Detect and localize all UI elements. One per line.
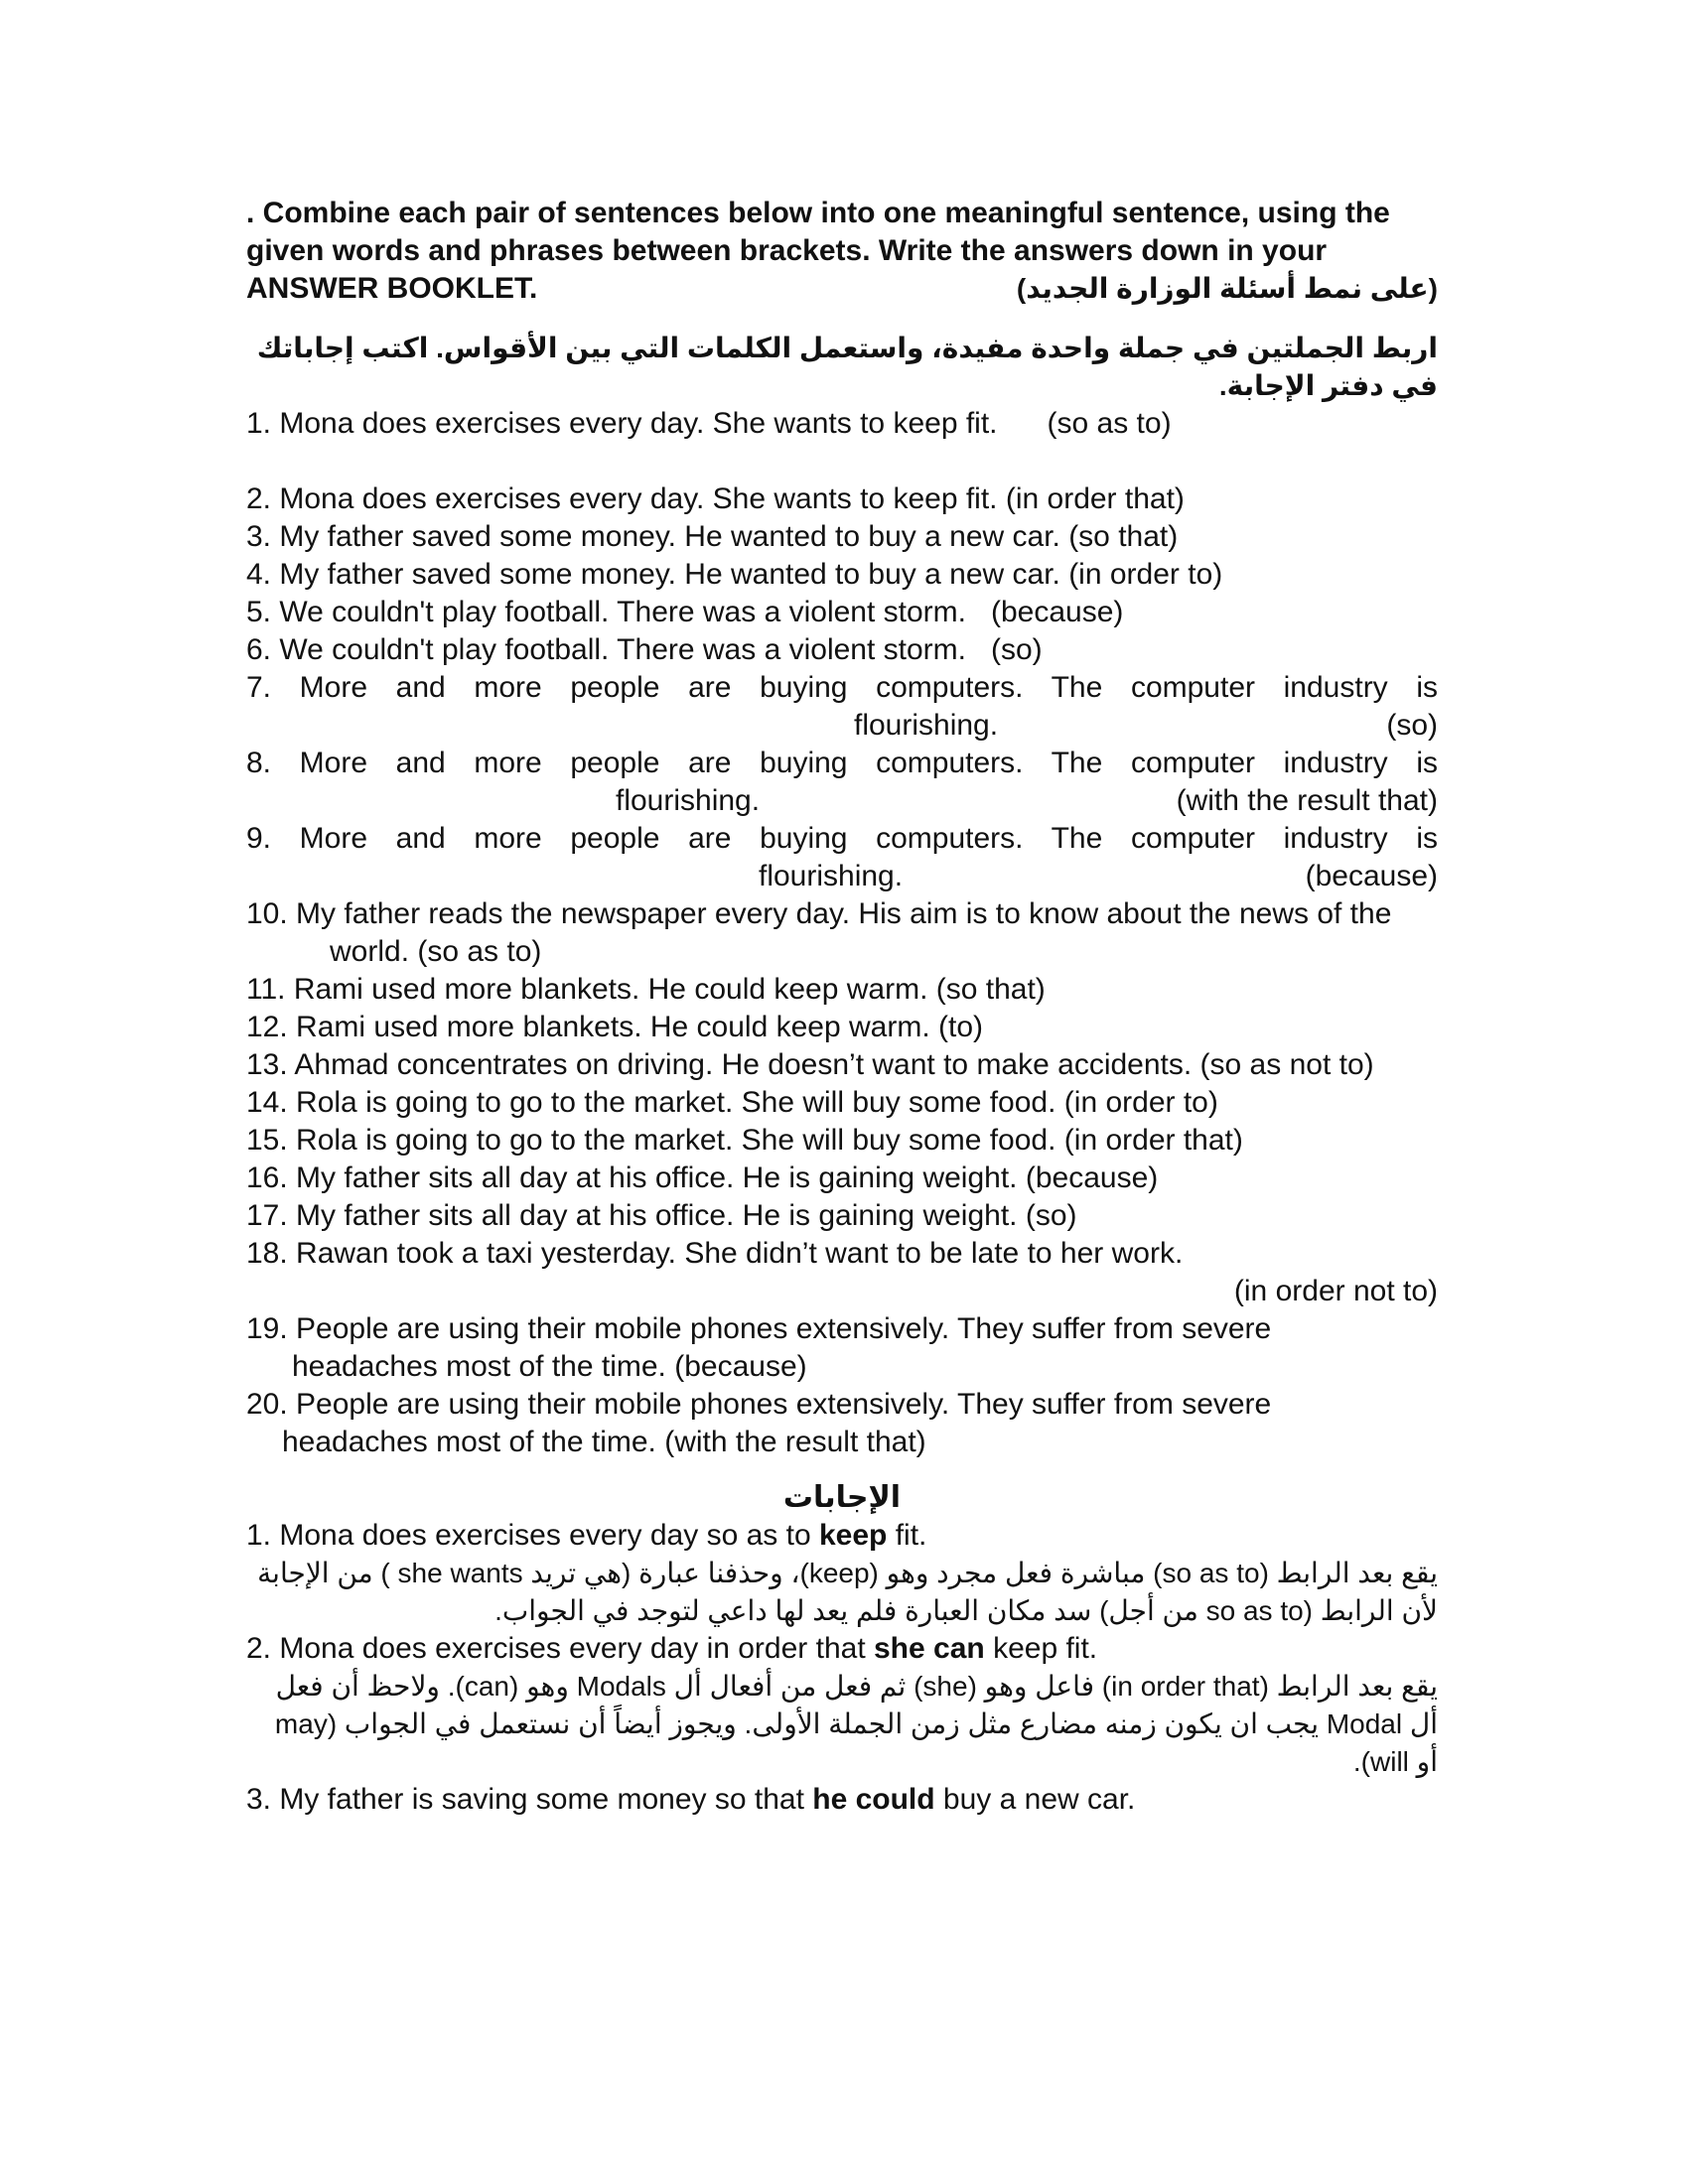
answer-1 [246,1517,1438,1555]
question-6: 6. We couldn't play football. There was a violent storm. (so) [246,633,1043,666]
question-10-line-1: 10. My father reads the newspaper every day. His aim is to know about the news of the [246,897,1392,930]
answer-1-bold: keep [818,1519,888,1552]
question-7-connector: (so) [1386,709,1438,742]
answer-3 [246,1781,1438,1819]
question-18-line-1: 18. Rawan took a taxi yesterday. She didn’t want to be late to her work. [246,1237,1184,1270]
question-5: 5. We couldn't play football. There was a violent storm. (because) [246,596,1124,628]
answer-2-bold: she can [874,1632,985,1665]
answer-2 [246,1630,1438,1668]
question-20-line-2: headaches most of the time. (with the result that) [282,1426,926,1458]
question-19-line-2: headaches most of the time. (because) [292,1350,807,1383]
question-13: 13. Ahmad concentrates on driving. He doesn’t want to make accidents. (so as not to) [246,1048,1374,1081]
answer-3-text: 3. My father is saving some money so that [246,1783,813,1816]
question-2: 2. Mona does exercises every day. She wants to keep fit. (in order that) [246,482,1185,515]
question-14: 14. Rola is going to go to the market. She will buy some food. (in order to) [246,1086,1218,1119]
question-8-text: flourishing. [616,784,761,817]
answer-booklet-label: ANSWER BOOKLET. [246,272,538,305]
question-10-line-2: world. (so as to) [330,935,542,968]
answer-3-end: buy a new car. [934,1783,1136,1816]
question-11: 11. Rami used more blankets. He could keep warm. (so that) [246,973,1046,1006]
question-12: 12. Rami used more blankets. He could keep warm. (to) [246,1011,983,1043]
question-18-line-2: (in order not to) [1233,1275,1438,1307]
question-1: 1. Mona does exercises every day. She wants to keep fit. (so as to) [246,407,1172,440]
answer-booklet-row [246,270,1438,308]
answer-3-bold: he could [812,1783,935,1816]
answer-1-end: fit. [887,1519,927,1552]
answer-1-text: 1. Mona does exercises every day so as to [246,1519,819,1552]
question-9-line-1: 9. More and more people are buying computers. The computer industry is [246,822,1438,855]
worksheet-page [246,195,1438,1819]
question-7-line-1: 7. More and more people are buying computers. The computer industry is [246,671,1438,704]
answer-1-explanation: يقع بعد الرابط (so as to) مباشرة فعل مجرد وهو (keep)، وحذفنا عبارة (هي تريد she wants ) من الإجابة لأن الرابط (so as to من أجل) سد مكان العبارة فلم يعد لها داعي لتوجد في الجواب. [257,1558,1438,1626]
question-9-text: flourishing. [759,860,904,892]
question-8-connector: (with the result that) [1176,784,1438,817]
question-9-connector: (because) [1305,860,1438,892]
question-9-line-2 [246,858,1438,895]
question-17: 17. My father sits all day at his office. He is gaining weight. (so) [246,1199,1077,1232]
arabic-instruction: اربط الجملتين في جملة واحدة مفيدة، واستعمل الكلمات التي بين الأقواس. اكتب إجاباتك في دفتر الإجابة. [256,333,1438,401]
question-4: 4. My father saved some money. He wanted to buy a new car. (in order to) [246,558,1223,591]
question-7-text: flourishing. [854,709,999,742]
question-20-line-1: 20. People are using their mobile phones extensively. They suffer from severe [246,1388,1272,1421]
question-7-line-2 [246,707,1438,745]
question-8-line-2 [246,782,1438,820]
question-19-line-1: 19. People are using their mobile phones extensively. They suffer from severe [246,1312,1272,1345]
answers-heading: الإجابات [782,1481,902,1514]
question-16: 16. My father sits all day at his office. He is gaining weight. (because) [246,1161,1159,1194]
ministry-note: (على نمط أسئلة الوزارة الجديد) [1016,273,1438,304]
question-15: 15. Rola is going to go to the market. She will buy some food. (in order that) [246,1124,1243,1157]
question-8-line-1: 8. More and more people are buying computers. The computer industry is [246,747,1438,779]
answer-2-end: keep fit. [984,1632,1098,1665]
question-3: 3. My father saved some money. He wanted to buy a new car. (so that) [246,520,1179,553]
answer-2-explanation: يقع بعد الرابط (in order that) فاعل وهو (she) ثم فعل من أفعال أل Modals وهو (can). ولاحظ أن فعل أل Modal يجب ان يكون زمنه مضارع مثل زمن الجملة الأولى. ويجوز أيضاً أن نستعمل في الجواب (may أو will). [274,1671,1438,1777]
instruction-text: . Combine each pair of sentences below into one meaningful sentence, using the given words and phrases between brackets. Write the answers down in your [246,197,1390,267]
answer-2-text: 2. Mona does exercises every day in order that [246,1632,874,1665]
